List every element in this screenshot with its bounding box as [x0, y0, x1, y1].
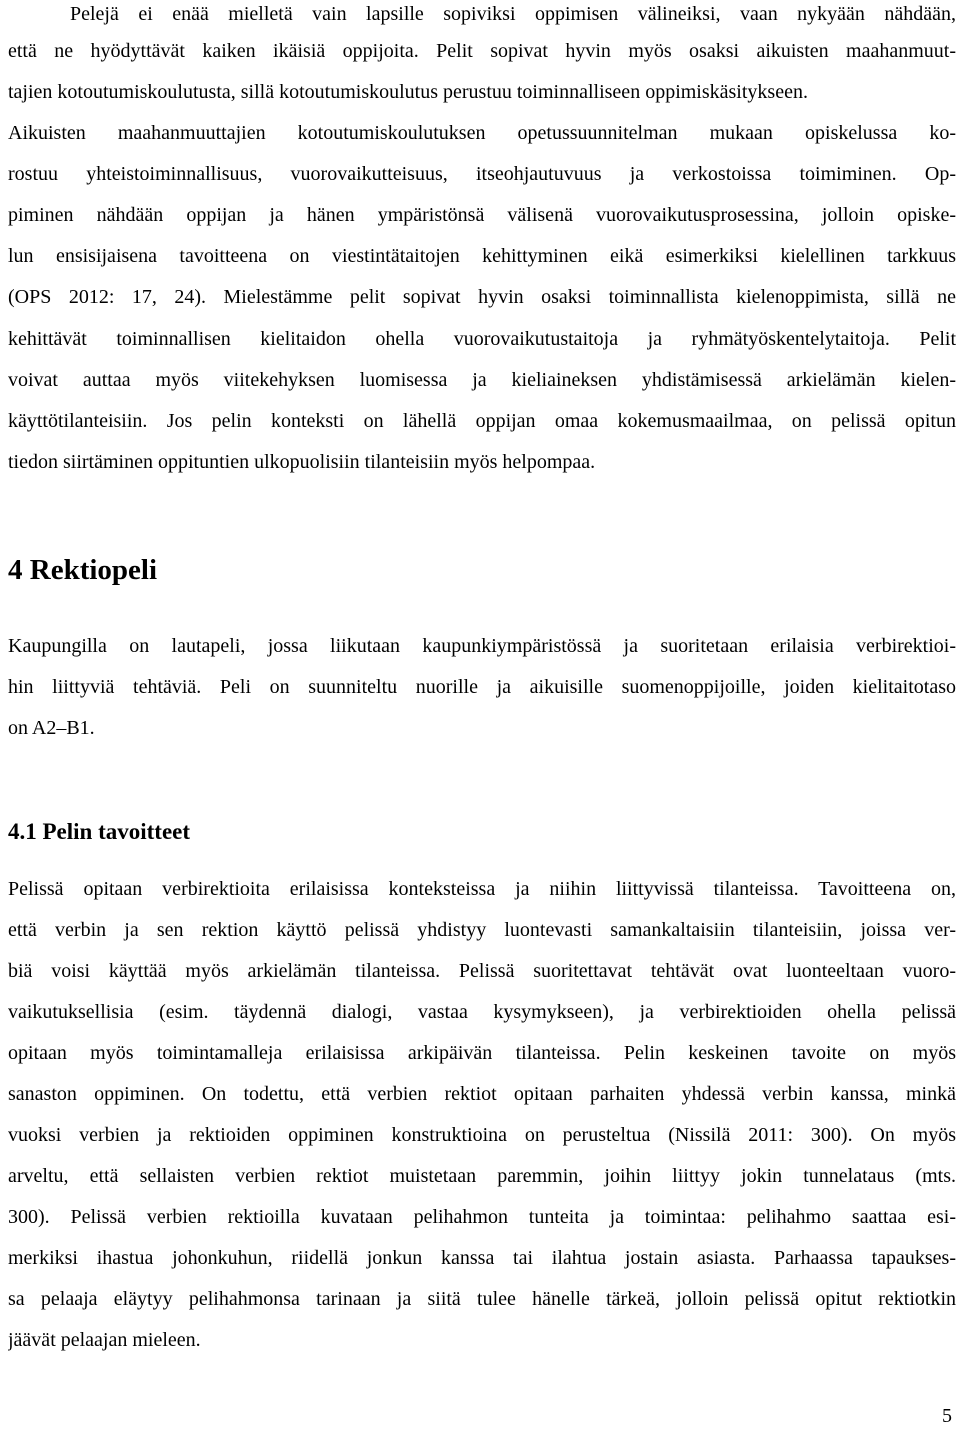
paragraph-line: merkiksi ihastua johonkuhun, riidellä jonkun kanssa tai ilahtua jostain asiasta. Parhaassa tapaukses- — [8, 1247, 956, 1269]
paragraph-line: sa pelaaja eläytyy pelihahmonsa tarinaan ja siitä tulee hänelle tärkeä, jolloin pelissä opitut rektiotkin — [8, 1288, 956, 1310]
paragraph-line: biä voisi käyttää myös arkielämän tilanteissa. Pelissä suoritettavat tehtävät ovat luonteeltaan vuoro- — [8, 960, 956, 982]
paragraph-line: opitaan myös toimintamalleja erilaisissa arkipäivän tilanteissa. Pelin keskeinen tavoite on myös — [8, 1042, 956, 1064]
paragraph-line: lun ensisijaisena tavoitteena on viestintätaitojen kehittyminen eikä esimerkiksi kielellinen tarkkuus — [8, 245, 956, 267]
paragraph-line: jäävät pelaajan mieleen. — [8, 1329, 201, 1351]
paragraph-line: käyttötilanteisiin. Jos pelin konteksti on lähellä oppijan omaa kokemusmaailmaa, on pelissä opitun — [8, 410, 956, 432]
paragraph-line: että verbin ja sen rektion käyttö pelissä yhdistyy luontevasti samankaltaisiin tilanteisiin, joissa ver- — [8, 919, 956, 941]
paragraph-line: piminen nähdään oppijan ja hänen ympäristönsä välisenä vuorovaikutusprosessina, jolloin opiske- — [8, 204, 956, 226]
paragraph-line: hin liittyviä tehtäviä. Peli on suunniteltu nuorille ja aikuisille suomenoppijoille, joiden kielitaitotaso — [8, 676, 956, 698]
paragraph-line: että ne hyödyttävät kaiken ikäisiä oppijoita. Pelit sopivat hyvin myös osaksi aikuisten maahanmuut- — [8, 40, 956, 62]
paragraph-line: vuoksi verbien ja rektioiden oppiminen konstruktioina on perusteltua (Nissilä 2011: 300). On myös — [8, 1124, 956, 1146]
paragraph-line: tiedon siirtäminen oppituntien ulkopuolisiin tilanteisiin myös helpompaa. — [8, 451, 596, 473]
paragraph-line: on A2–B1. — [8, 717, 95, 739]
paragraph-line: Kaupungilla on lautapeli, jossa liikutaan kaupunkiympäristössä ja suoritetaan erilaisia verbirektioi- — [8, 635, 956, 657]
paragraph-line: 300). Pelissä verbien rektioilla kuvataan pelihahmon tunteita ja toimintaa: pelihahmo saattaa esi- — [8, 1206, 956, 1228]
paragraph-line: Pelejä ei enää mielletä vain lapsille sopiviksi oppimisen välineiksi, vaan nykyään nähdään, — [70, 3, 956, 25]
paragraph-line: Aikuisten maahanmuuttajien kotoutumiskoulutuksen opetussuunnitelman mukaan opiskelussa ko- — [8, 122, 956, 144]
section-heading: 4 Rektiopeli — [8, 554, 158, 586]
paragraph-line: (OPS 2012: 17, 24). Mielestämme pelit sopivat hyvin osaksi toiminnallista kielenoppimista, sillä ne — [8, 286, 956, 308]
paragraph-line: arveltu, että sellaisten verbien rektiot muistetaan paremmin, joihin liittyy jokin tunnelataus (mts. — [8, 1165, 956, 1187]
paragraph-line: rostuu yhteistoiminnallisuus, vuorovaikutteisuus, itseohjautuvuus ja verkostoissa toimiminen. Op- — [8, 163, 956, 185]
paragraph-line: vaikutuksellisia (esim. täydennä dialogi, vastaa kysymykseen), ja verbirektioiden ohella pelissä — [8, 1001, 956, 1023]
page-number: 5 — [942, 1405, 952, 1427]
paragraph-line: sanaston oppiminen. On todettu, että verbien rektiot opitaan parhaiten yhdessä verbin kanssa, minkä — [8, 1083, 956, 1105]
paragraph-line: kehittävät toiminnallisen kielitaidon ohella vuorovaikutustaitoja ja ryhmätyöskentelytaitoja. Pelit — [8, 328, 956, 350]
paragraph-line: voivat auttaa myös viitekehyksen luomisessa ja kieliaineksen yhdistämisessä arkielämän kielen- — [8, 369, 956, 391]
paragraph-line: Pelissä opitaan verbirektioita erilaisissa konteksteissa ja niihin liittyvissä tilanteissa. Tavoitteena on, — [8, 878, 956, 900]
paragraph-line: tajien kotoutumiskoulutusta, sillä kotoutumiskoulutus perustuu toiminnalliseen oppimiskäsitykseen. — [8, 81, 808, 103]
subsection-heading: 4.1 Pelin tavoitteet — [8, 819, 191, 844]
